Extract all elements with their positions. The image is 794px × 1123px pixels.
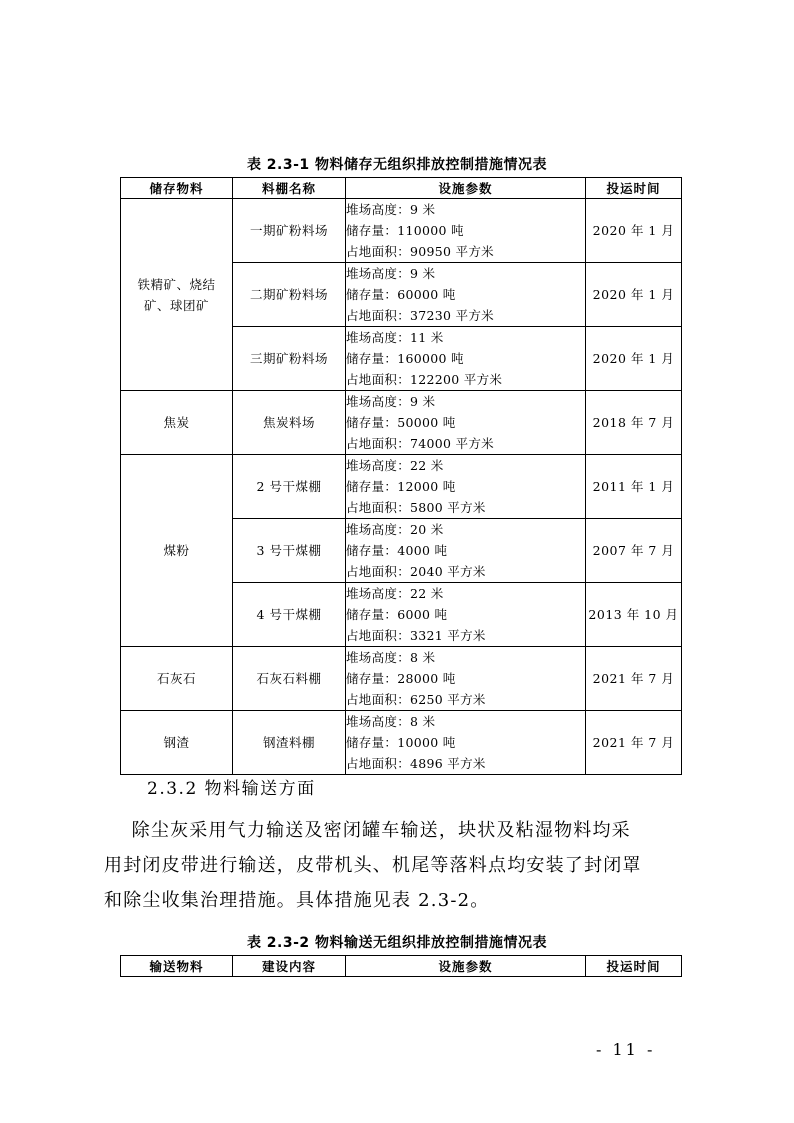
header-params: 设施参数 — [346, 178, 586, 199]
section-heading: 2.3.2 物料输送方面 — [147, 779, 316, 799]
param-line: 储存量：12000 吨 — [346, 479, 456, 494]
params-cell — [346, 391, 586, 455]
param-line: 储存量：160000 吨 — [346, 351, 464, 366]
param-line: 堆场高度：20 米 — [346, 522, 444, 537]
date-cell: 2021 年 7 月 — [586, 711, 682, 775]
table-row — [121, 455, 682, 519]
date-cell: 2021 年 7 月 — [586, 647, 682, 711]
table-row — [121, 711, 682, 775]
material-cell: 焦炭 — [121, 391, 233, 455]
params-cell — [346, 455, 586, 519]
header-construction: 建设内容 — [233, 956, 346, 977]
table-row — [121, 391, 682, 455]
params-cell — [346, 583, 586, 647]
paragraph-line: 用封闭皮带进行输送，皮带机头、机尾等落料点均安装了封闭罩 — [104, 855, 642, 876]
material-transport-table — [120, 955, 682, 977]
param-line: 储存量：50000 吨 — [346, 415, 456, 430]
shed-cell: 2 号干煤棚 — [233, 455, 346, 519]
material-cell: 钢渣 — [121, 711, 233, 775]
date-cell: 2007 年 7 月 — [586, 519, 682, 583]
shed-cell: 石灰石料棚 — [233, 647, 346, 711]
param-line: 堆场高度：9 米 — [346, 266, 436, 281]
date-cell: 2020 年 1 月 — [586, 263, 682, 327]
body-paragraph — [104, 813, 704, 918]
param-line: 堆场高度：11 米 — [346, 330, 444, 345]
param-line: 占地面积：122200 平方米 — [346, 372, 503, 387]
param-line: 占地面积：2040 平方米 — [346, 564, 486, 579]
param-line: 储存量：4000 吨 — [346, 543, 448, 558]
material-cell: 石灰石 — [121, 647, 233, 711]
param-line: 占地面积：4896 平方米 — [346, 756, 486, 771]
table1-caption: 表 2.3-1 物料储存无组织排放控制措施情况表 — [246, 157, 548, 173]
table-header-row — [121, 956, 682, 977]
shed-cell: 钢渣料棚 — [233, 711, 346, 775]
material-cell: 煤粉 — [121, 455, 233, 647]
header-material: 储存物料 — [121, 178, 233, 199]
shed-cell: 二期矿粉料场 — [233, 263, 346, 327]
header-material: 输送物料 — [121, 956, 233, 977]
date-cell: 2013 年 10 月 — [586, 583, 682, 647]
date-cell: 2011 年 1 月 — [586, 455, 682, 519]
header-date: 投运时间 — [586, 956, 682, 977]
header-params: 设施参数 — [346, 956, 586, 977]
page-number: - 11 - — [596, 1040, 656, 1059]
date-cell: 2020 年 1 月 — [586, 199, 682, 263]
table-row — [121, 199, 682, 263]
param-line: 占地面积：90950 平方米 — [346, 244, 494, 259]
table-row — [121, 647, 682, 711]
param-line: 堆场高度：8 米 — [346, 650, 436, 665]
param-line: 储存量：110000 吨 — [346, 223, 464, 238]
param-line: 占地面积：5800 平方米 — [346, 500, 486, 515]
header-date: 投运时间 — [586, 178, 682, 199]
shed-cell: 焦炭料场 — [233, 391, 346, 455]
shed-cell: 一期矿粉料场 — [233, 199, 346, 263]
param-line: 堆场高度：22 米 — [346, 458, 444, 473]
param-line: 堆场高度：8 米 — [346, 714, 436, 729]
date-cell: 2018 年 7 月 — [586, 391, 682, 455]
material-storage-table — [120, 177, 682, 775]
param-line: 堆场高度：9 米 — [346, 202, 436, 217]
header-shed: 料棚名称 — [233, 178, 346, 199]
param-line: 储存量：6000 吨 — [346, 607, 448, 622]
param-line: 占地面积：37230 平方米 — [346, 308, 494, 323]
param-line: 堆场高度：22 米 — [346, 586, 444, 601]
param-line: 堆场高度：9 米 — [346, 394, 436, 409]
paragraph-line: 和除尘收集治理措施。具体措施见表 2.3-2。 — [104, 890, 490, 911]
params-cell — [346, 647, 586, 711]
date-cell: 2020 年 1 月 — [586, 327, 682, 391]
table-header-row — [121, 178, 682, 199]
material-cell: 铁精矿、烧结矿、球团矿 — [121, 199, 233, 391]
param-line: 储存量：60000 吨 — [346, 287, 456, 302]
param-line: 储存量：10000 吨 — [346, 735, 456, 750]
params-cell — [346, 519, 586, 583]
params-cell — [346, 711, 586, 775]
param-line: 占地面积：74000 平方米 — [346, 436, 494, 451]
param-line: 储存量：28000 吨 — [346, 671, 456, 686]
shed-cell: 3 号干煤棚 — [233, 519, 346, 583]
param-line: 占地面积：3321 平方米 — [346, 628, 486, 643]
params-cell — [346, 199, 586, 263]
params-cell — [346, 327, 586, 391]
shed-cell: 三期矿粉料场 — [233, 327, 346, 391]
table2-caption: 表 2.3-2 物料输送无组织排放控制措施情况表 — [246, 935, 548, 951]
shed-cell: 4 号干煤棚 — [233, 583, 346, 647]
params-cell — [346, 263, 586, 327]
param-line: 占地面积：6250 平方米 — [346, 692, 486, 707]
paragraph-line: 除尘灰采用气力输送及密闭罐车输送，块状及粘湿物料均采 — [104, 820, 631, 841]
